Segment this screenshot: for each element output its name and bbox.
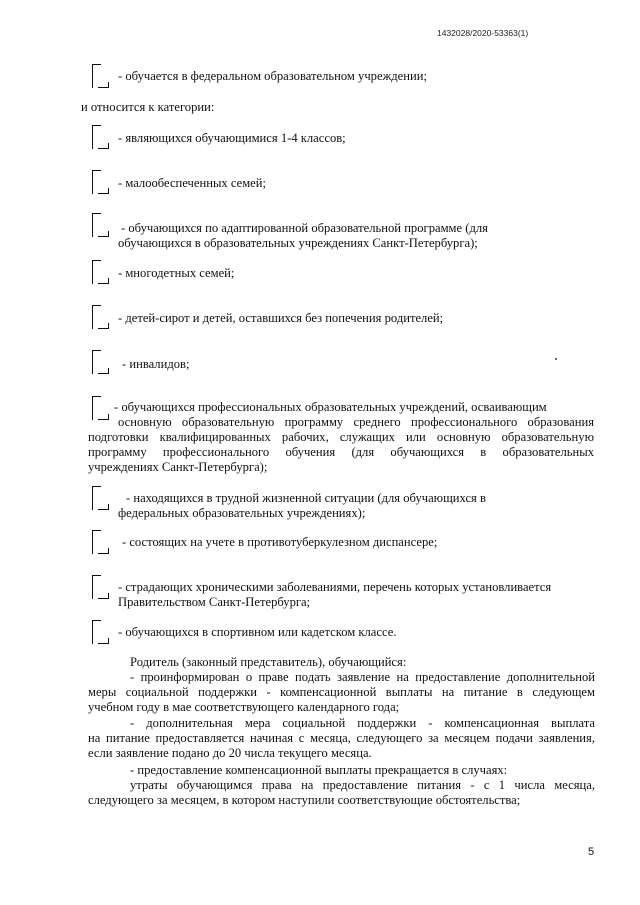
parent-p4-line1: утраты обучающимся права на предоставление питания - с 1 числа месяца,	[130, 778, 595, 792]
federal-institution-label: - обучается в федеральном образовательном учреждении;	[118, 69, 427, 83]
parent-p2-line2: на питание предоставляется начиная с месяца, следующего за месяцем подачи заявления,	[88, 731, 595, 745]
checkbox-tb-dispensary[interactable]	[92, 530, 108, 554]
parent-p1-line3: учебном году в мае соответствующего календарного года;	[88, 700, 400, 714]
parent-p1-line1: - проинформирован о праве подать заявление на предоставление дополнительной	[130, 670, 595, 684]
category-label-vocational-line3: подготовки квалифицированных рабочих, служащих или основную образовательную	[88, 430, 594, 444]
checkbox-difficult-situation[interactable]	[92, 486, 108, 510]
checkbox-orphans[interactable]	[92, 305, 108, 329]
category-label-orphans: - детей-сирот и детей, оставшихся без попечения родителей;	[118, 311, 444, 325]
checkbox-chronic-disease[interactable]	[92, 575, 108, 599]
category-label-disabled: - инвалидов;	[122, 357, 190, 371]
checkbox-grades-1-4[interactable]	[92, 125, 108, 149]
category-label-vocational-line2: основную образовательную программу среднего профессионального образования	[118, 415, 594, 429]
parent-block-header: Родитель (законный представитель), обучающийся:	[130, 655, 407, 669]
parent-p3: - предоставление компенсационной выплаты прекращается в случаях:	[130, 763, 508, 777]
checkbox-sports-cadet-class[interactable]	[92, 620, 108, 644]
category-label-adapted-program-line2: обучающихся в образовательных учреждениях Санкт-Петербурга);	[118, 236, 478, 250]
category-label-difficult-line2: федеральных образовательных учреждениях);	[118, 506, 366, 520]
document-id: 1432028/2020-53363(1)	[437, 28, 529, 38]
category-label-vocational-line1: - обучающихся профессиональных образовательных учреждений, осваивающим	[114, 400, 547, 414]
category-intro: и относится к категории:	[81, 100, 215, 114]
category-label-large-family: - многодетных семей;	[118, 266, 235, 280]
category-label-sports-cadet: - обучающихся в спортивном или кадетском классе.	[118, 625, 397, 639]
parent-p1-line2: меры социальной поддержки - компенсационной выплаты на питание в следующем	[88, 685, 595, 699]
parent-p2-line3: если заявление подано до 20 числа текущего месяца.	[88, 746, 372, 760]
category-label-adapted-program-line1: - обучающихся по адаптированной образовательной программе (для	[121, 221, 488, 235]
category-label-low-income: - малообеспеченных семей;	[118, 176, 266, 190]
checkbox-disabled[interactable]	[92, 350, 108, 374]
category-label-vocational-line5: учреждениях Санкт-Петербурга);	[88, 460, 268, 474]
category-label-grades-1-4: - являющихся обучающимися 1-4 классов;	[118, 131, 346, 145]
page-number: 5	[588, 846, 595, 858]
checkbox-vocational-students[interactable]	[92, 396, 108, 420]
category-label-vocational-line4: программу профессионального обучения (для обучающихся в образовательных	[88, 445, 594, 459]
scan-speck	[555, 358, 557, 360]
category-label-chronic-line2: Правительством Санкт-Петербурга;	[118, 595, 311, 609]
checkbox-large-family[interactable]	[92, 260, 108, 284]
parent-p4-line2: следующего за месяцем, в котором наступили соответствующие обстоятельства;	[88, 793, 521, 807]
parent-p2-line1: - дополнительная мера социальной поддержки - компенсационная выплата	[130, 716, 595, 730]
checkbox-low-income[interactable]	[92, 170, 108, 194]
category-label-chronic-line1: - страдающих хроническими заболеваниями, перечень которых установливается	[118, 580, 552, 594]
category-label-tb-dispensary: - состоящих на учете в противотуберкулезном диспансере;	[122, 535, 438, 549]
checkbox-adapted-program[interactable]	[92, 213, 108, 237]
checkbox-federal-institution[interactable]	[92, 64, 108, 88]
category-label-difficult-line1: - находящихся в трудной жизненной ситуации (для обучающихся в	[126, 491, 486, 505]
